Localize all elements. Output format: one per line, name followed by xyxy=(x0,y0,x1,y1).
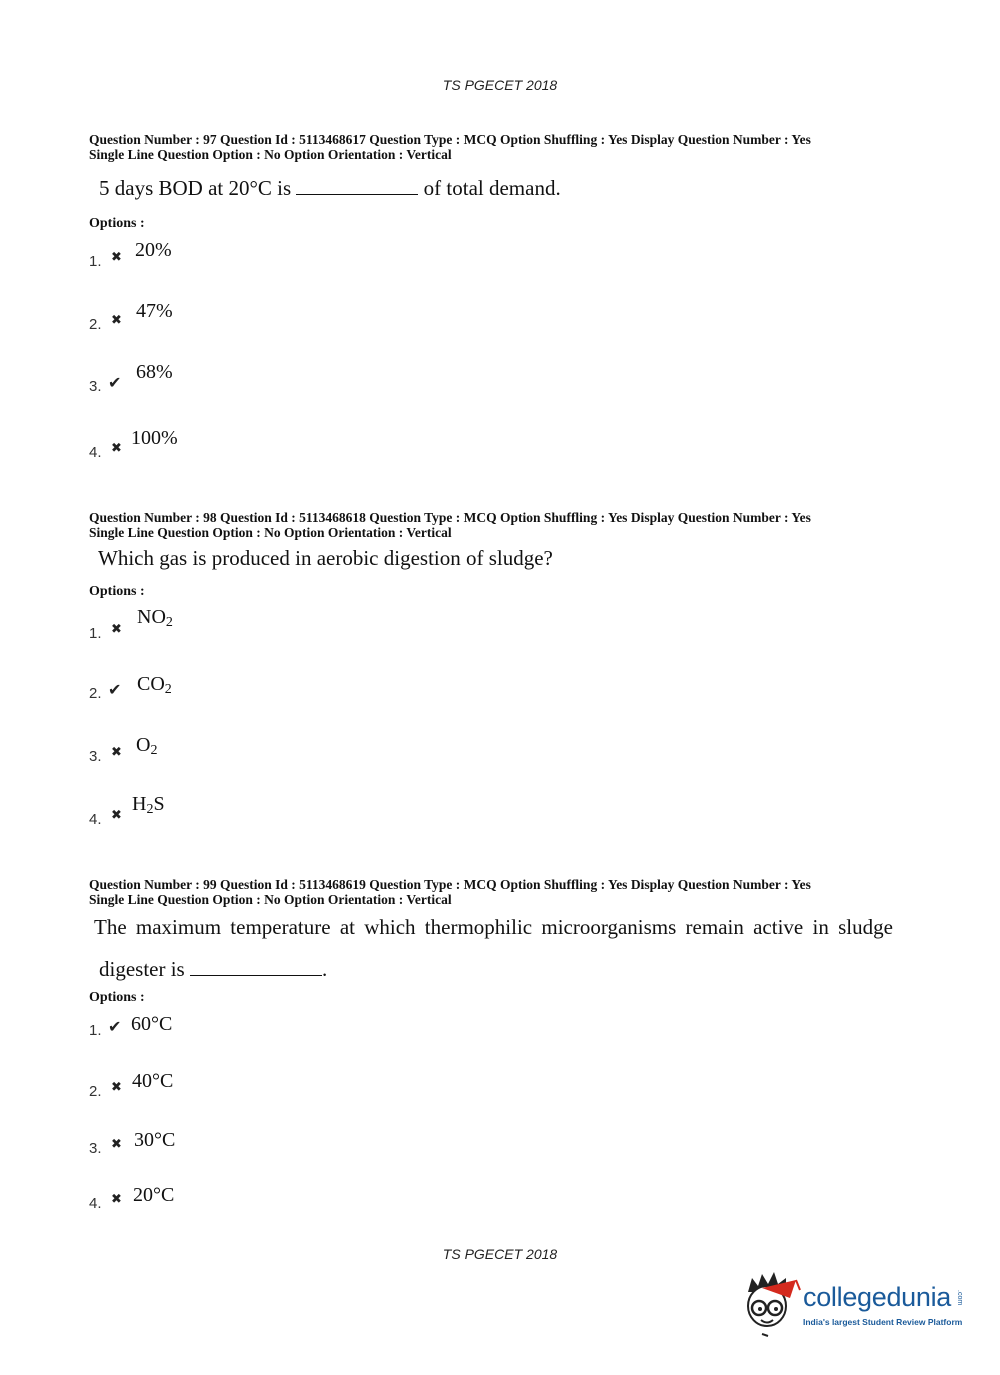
question-meta-line: Question Number : 99 Question Id : 5113468619 Question Type : MCQ Option Shuffling : Yes Display Question Number : Yes xyxy=(89,877,811,892)
option-value: 100% xyxy=(131,427,178,449)
question-text xyxy=(99,172,561,201)
option-value: H2S xyxy=(132,793,165,817)
option-number: 4. xyxy=(89,1195,102,1212)
question-meta xyxy=(89,511,949,540)
options-label: Options : xyxy=(89,990,145,1005)
question-text-start: digester is xyxy=(99,957,185,981)
question-text xyxy=(99,953,327,982)
option-value: NO2 xyxy=(137,606,173,630)
option-number: 1. xyxy=(89,253,102,270)
option-value: 30°C xyxy=(134,1129,176,1151)
question-meta xyxy=(89,133,949,162)
mascot-icon xyxy=(740,1270,802,1338)
option-value: O2 xyxy=(136,734,158,758)
option-value: 40°C xyxy=(132,1070,174,1092)
question-meta-line: Single Line Question Option : No Option Orientation : Vertical xyxy=(89,891,452,907)
option-number: 2. xyxy=(89,316,102,333)
option-number: 4. xyxy=(89,444,102,461)
option-value: 68% xyxy=(136,361,173,383)
wrong-icon: ✖ xyxy=(111,808,122,823)
wrong-icon: ✖ xyxy=(111,1080,122,1095)
question-text: The maximum temperature at which thermophilic microorganisms remain active in sludge xyxy=(94,915,893,939)
wrong-icon: ✖ xyxy=(111,1137,122,1152)
question-meta-line: Single Line Question Option : No Option Orientation : Vertical xyxy=(89,524,452,540)
question-meta-line: Question Number : 97 Question Id : 5113468617 Question Type : MCQ Option Shuffling : Yes Display Question Number : Yes xyxy=(89,132,811,147)
page-header: TS PGECET 2018 xyxy=(442,77,558,93)
answer-blank xyxy=(296,172,418,195)
question-text-end: . xyxy=(321,957,328,981)
answer-blank xyxy=(190,953,322,976)
question-text-end: of total demand. xyxy=(423,176,561,200)
option-number: 1. xyxy=(89,1022,102,1039)
logo-tagline: India's largest Student Review Platform xyxy=(803,1317,963,1327)
option-value: 20% xyxy=(135,239,172,261)
options-label: Options : xyxy=(89,584,145,599)
question-text-start: 5 days BOD at 20°C is xyxy=(99,176,292,200)
correct-check-icon: ✔ xyxy=(108,373,122,392)
wrong-icon: ✖ xyxy=(111,1192,122,1207)
wrong-icon: ✖ xyxy=(111,250,122,265)
correct-check-icon: ✔ xyxy=(108,680,122,699)
logo-suffix: .com xyxy=(956,1290,963,1306)
wrong-icon: ✖ xyxy=(111,622,122,637)
collegedunia-logo xyxy=(740,1270,970,1338)
option-value: 20°C xyxy=(133,1184,175,1206)
option-number: 3. xyxy=(89,1140,102,1157)
option-number: 3. xyxy=(89,378,102,395)
options-label: Options : xyxy=(89,216,145,231)
option-number: 3. xyxy=(89,748,102,765)
option-number: 2. xyxy=(89,685,102,702)
correct-check-icon: ✔ xyxy=(108,1017,122,1036)
option-number: 2. xyxy=(89,1083,102,1100)
question-text: Which gas is produced in aerobic digestion of sludge? xyxy=(98,546,553,570)
logo-wordmark: collegedunia xyxy=(803,1282,952,1312)
option-value: 47% xyxy=(136,300,173,322)
option-value: 60°C xyxy=(131,1013,173,1035)
question-meta-line: Single Line Question Option : No Option Orientation : Vertical xyxy=(89,146,452,162)
option-number: 4. xyxy=(89,811,102,828)
page-footer: TS PGECET 2018 xyxy=(442,1246,558,1262)
wrong-icon: ✖ xyxy=(111,441,122,456)
wrong-icon: ✖ xyxy=(111,313,122,328)
option-number: 1. xyxy=(89,625,102,642)
wrong-icon: ✖ xyxy=(111,745,122,760)
option-value: CO2 xyxy=(137,673,172,697)
question-meta xyxy=(89,878,949,907)
question-meta-line: Question Number : 98 Question Id : 5113468618 Question Type : MCQ Option Shuffling : Yes Display Question Number : Yes xyxy=(89,510,811,525)
